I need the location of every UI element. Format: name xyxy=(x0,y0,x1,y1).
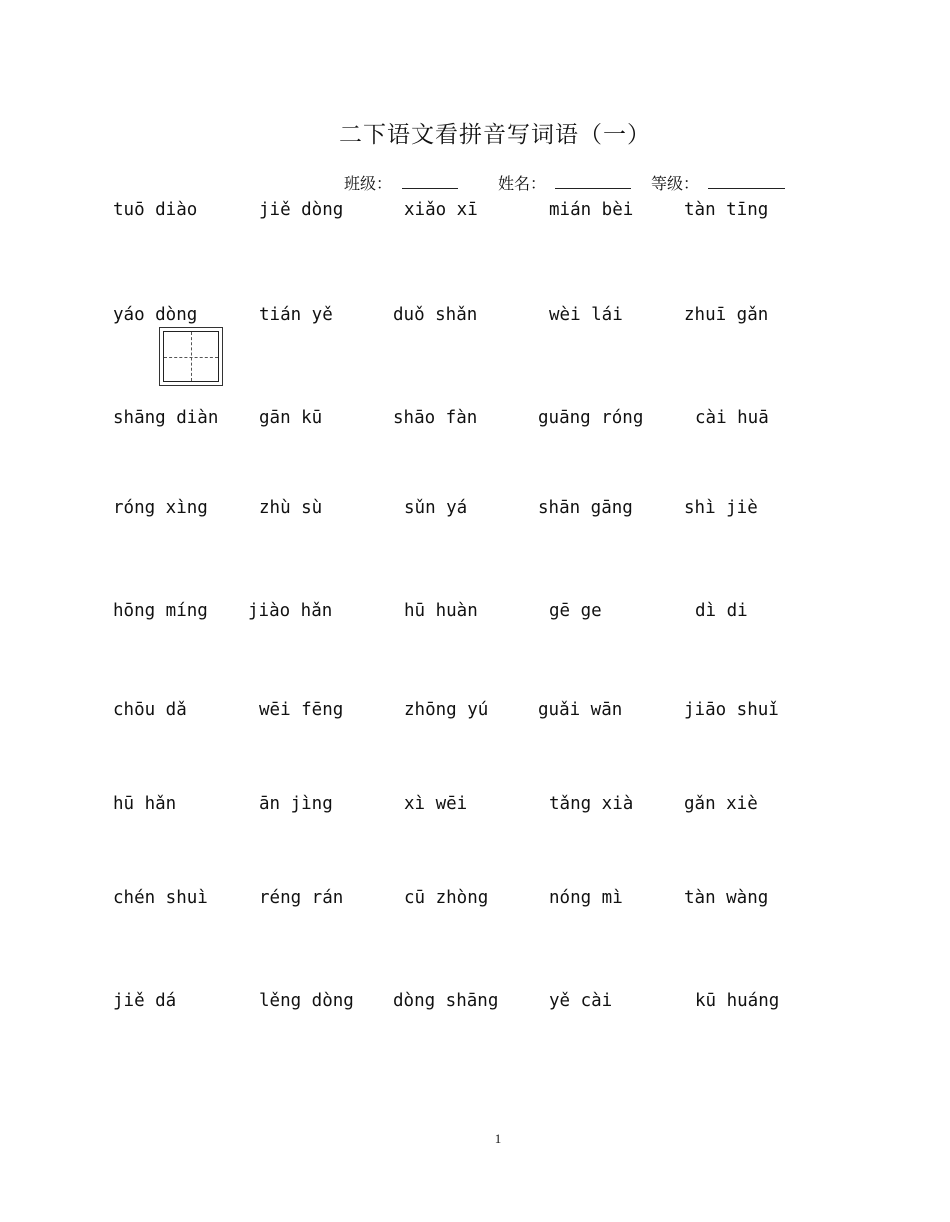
pinyin-word: yě cài xyxy=(549,991,613,1011)
pinyin-word: sǔn yá xyxy=(404,498,468,518)
pinyin-word: shāo fàn xyxy=(393,408,478,428)
writing-grid-box xyxy=(159,327,223,386)
pinyin-word: zhuī gǎn xyxy=(684,305,769,325)
name-blank xyxy=(555,188,631,189)
pinyin-word: jiào hǎn xyxy=(248,601,333,621)
pinyin-word: ān jìng xyxy=(259,794,333,814)
pinyin-word: nóng mì xyxy=(549,888,623,908)
page-number: 1 xyxy=(494,1131,502,1146)
pinyin-word: hōng míng xyxy=(113,601,208,621)
pinyin-word: kū huáng xyxy=(695,991,780,1011)
pinyin-word: guǎi wān xyxy=(538,700,623,720)
pinyin-word: dòng shāng xyxy=(393,991,499,1011)
pinyin-word: shì jiè xyxy=(684,498,758,518)
pinyin-word: jiě dòng xyxy=(259,200,344,220)
pinyin-word: guāng róng xyxy=(538,408,644,428)
pinyin-word: róng xìng xyxy=(113,498,208,518)
pinyin-word: gē ge xyxy=(549,601,602,621)
pinyin-word: tǎng xià xyxy=(549,794,634,814)
pinyin-word: xì wēi xyxy=(404,794,468,814)
pinyin-word: hū hǎn xyxy=(113,794,177,814)
pinyin-word: tuō diào xyxy=(113,200,198,220)
name-label: 姓名： xyxy=(498,174,547,193)
pinyin-word: xiǎo xī xyxy=(404,200,478,220)
pinyin-word: jiāo shuǐ xyxy=(684,700,779,720)
pinyin-word: hū huàn xyxy=(404,601,478,621)
pinyin-word: mián bèi xyxy=(549,200,634,220)
page-title: 二下语文看拼音写词语（一） xyxy=(339,122,651,148)
pinyin-word: cū zhòng xyxy=(404,888,489,908)
pinyin-word: dì di xyxy=(695,601,748,621)
pinyin-word: réng rán xyxy=(259,888,344,908)
pinyin-word: chōu dǎ xyxy=(113,700,187,720)
pinyin-word: chén shuì xyxy=(113,888,208,908)
pinyin-word: tàn wàng xyxy=(684,888,769,908)
pinyin-word: yáo dòng xyxy=(113,305,198,325)
grade-blank xyxy=(708,188,785,189)
class-label: 班级： xyxy=(344,174,393,193)
pinyin-word: shāng diàn xyxy=(113,408,219,428)
pinyin-word: wèi lái xyxy=(549,305,623,325)
pinyin-word: zhù sù xyxy=(259,498,323,518)
pinyin-word: zhōng yú xyxy=(404,700,489,720)
pinyin-word: duǒ shǎn xyxy=(393,305,478,325)
pinyin-word: jiě dá xyxy=(113,991,177,1011)
pinyin-word: tàn tīng xyxy=(684,200,769,220)
pinyin-word: shān gāng xyxy=(538,498,633,518)
pinyin-word: lěng dòng xyxy=(259,991,354,1011)
class-blank xyxy=(402,188,458,189)
grade-label: 等级： xyxy=(651,174,700,193)
pinyin-word: tián yě xyxy=(259,305,333,325)
pinyin-word: gǎn xiè xyxy=(684,794,758,814)
pinyin-word: cài huā xyxy=(695,408,769,428)
pinyin-word: gān kū xyxy=(259,408,323,428)
pinyin-word: wēi fēng xyxy=(259,700,344,720)
